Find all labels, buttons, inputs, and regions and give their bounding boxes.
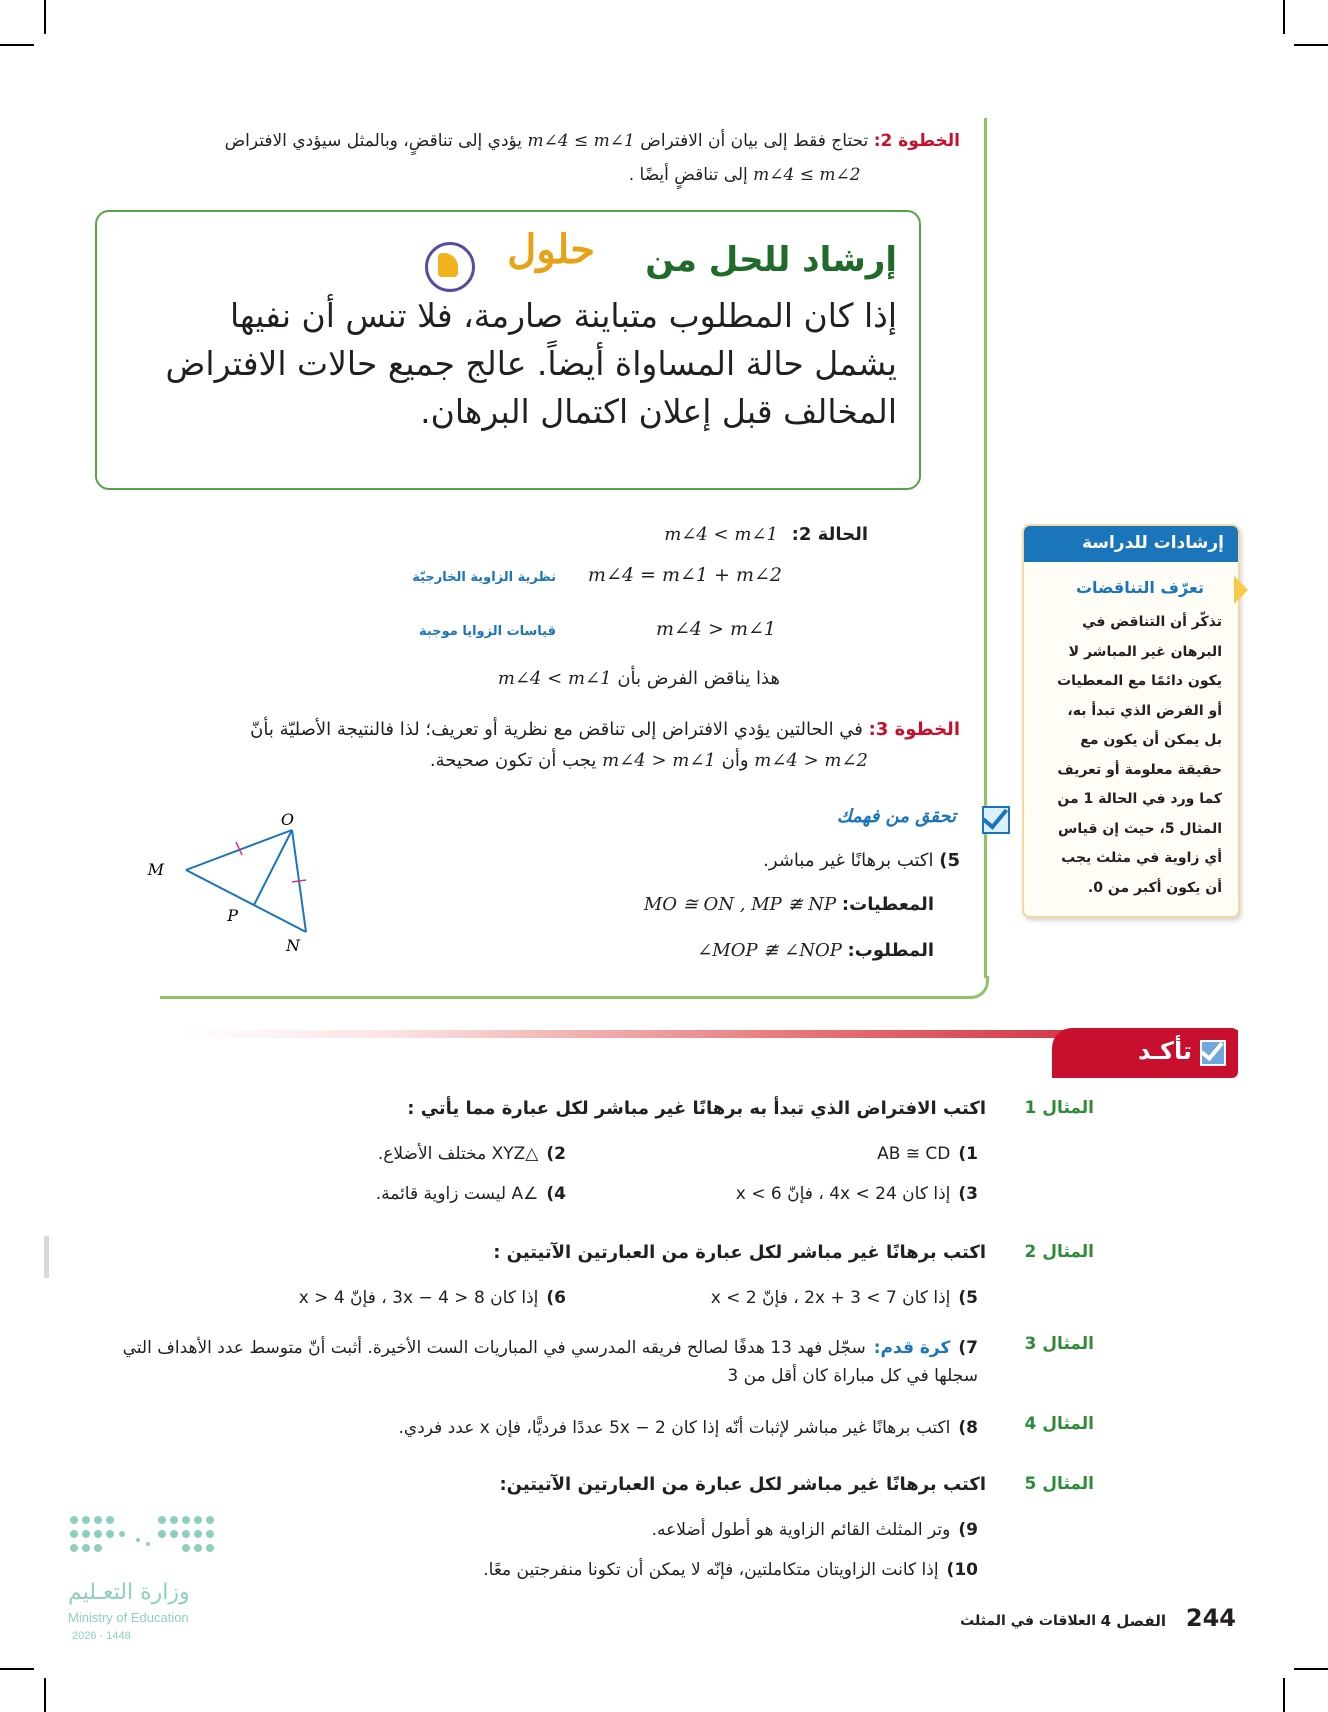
exercise-item (166, 1284, 566, 1312)
exercise-text: اكتب برهانًا غير مباشر لإثبات أنّه إذا كان 5x − 2 عددًا فرديًّا، فإن x عدد فردي. (398, 1418, 951, 1438)
step3-text-1: في الحالتين يؤدي الافتراض إلى تناقض مع نظرية أو تعريف؛ لذا فالنتيجة الأصليّة بأنّ (250, 719, 863, 740)
check-given-label: المعطيات: (841, 894, 934, 915)
ministry-name-en: Ministry of Education (68, 1610, 189, 1625)
crop-mark (1283, 1678, 1285, 1712)
example-label: المثال 5 (1024, 1474, 1094, 1494)
step3-text-2: يجب أن تكون صحيحة. (429, 750, 597, 771)
exercise-text: ∠A ليست زاوية قائمة. (375, 1184, 539, 1204)
study-tip-line: بل يمكن أن يكون مع (1080, 732, 1222, 748)
study-tip-line: كما ورد في الحالة 1 من (1057, 791, 1222, 807)
crop-mark (44, 1678, 46, 1712)
step2-math-1: m∠4 ≤ m∠1 (527, 131, 635, 151)
confirm-checkbox-icon (1200, 1040, 1226, 1066)
case2-contra-text: هذا يناقض الفرض بأن (617, 668, 780, 689)
case2-equation-1: m∠4 = m∠1 + m∠2 (587, 564, 782, 586)
case2-label: الحالة 2: (791, 524, 868, 545)
exercise-item (578, 1284, 978, 1312)
check-prove-math: ∠MOP ≇ ∠NOP (697, 940, 842, 961)
study-tips-box (1022, 524, 1240, 918)
study-tip-line: المثال 5، حيث إن قياس (1058, 820, 1222, 837)
exercise-text: AB ≅ CD (877, 1144, 951, 1164)
example-label: المثال 4 (1024, 1414, 1094, 1434)
section-bottom-line (160, 976, 989, 999)
pointer-icon (1234, 576, 1248, 604)
crop-mark (44, 0, 46, 34)
case2-reason-1: نظرية الزاوية الخارجيّة (412, 570, 556, 585)
confirm-tab (1052, 1028, 1238, 1078)
check-title: تحقق من فهمك (836, 806, 956, 827)
study-tips-body (1032, 608, 1222, 903)
study-tips-title: إرشادات للدراسة (1081, 533, 1224, 553)
example-label: المثال 1 (1024, 1098, 1094, 1118)
step3-line2 (430, 750, 868, 771)
exercise-number: 4) (546, 1184, 566, 1204)
label-m: M (147, 860, 164, 879)
exercise-number: 1) (958, 1144, 978, 1164)
exercise-text: △XYZ مختلف الأضلاع. (377, 1144, 539, 1164)
study-tip-line: أو الفرض الذي تبدأ به، (1067, 702, 1222, 719)
confirm-title: تأكـد (1137, 1037, 1192, 1065)
example-instruction: اكتب برهانًا غير مباشر لكل عبارة من العبارتين الآتيتين: (499, 1474, 986, 1495)
study-tip-line: يكون دائمًا مع المعطيات (1057, 673, 1222, 689)
check-question (763, 850, 960, 871)
check-q-num: 5) (939, 850, 960, 871)
exercise-item (166, 1140, 566, 1168)
exercise-item (578, 1140, 978, 1168)
exercise-number: 7) (958, 1338, 978, 1358)
step2-label: الخطوة 2: (873, 131, 960, 151)
check-prove (697, 940, 934, 961)
study-tip-line: البرهان غير المباشر لا (1068, 643, 1222, 660)
crop-mark (0, 44, 34, 46)
check-q-text: اكتب برهانًا غير مباشر. (763, 850, 934, 871)
section-divider-line (984, 118, 987, 978)
case2-reason-2: قياسات الزوايا موجبة (419, 624, 556, 639)
step3-paragraph (220, 716, 960, 745)
example-label: المثال 3 (1024, 1334, 1094, 1354)
exercise-text: إذا كان 2x + 3 < 7 ، فإنّ x < 2 (710, 1288, 951, 1308)
step2-text-a: تحتاج فقط إلى بيان أن الافتراض (640, 131, 869, 151)
example-instruction: اكتب الافتراض الذي تبدأ به برهانًا غير مباشر لكل عبارة مما يأتي : (407, 1098, 986, 1119)
case2-statement: m∠4 < m∠1 (664, 524, 778, 545)
page-number: 244 (1185, 1604, 1236, 1632)
exercise-item (98, 1556, 978, 1584)
exercise-number: 9) (958, 1520, 978, 1540)
case2-equation-2: m∠4 > m∠1 (655, 618, 776, 640)
triangle-figure (147, 805, 330, 955)
exercise-text: وتر المثلث القائم الزاوية هو أطول أضلاعه. (651, 1520, 951, 1540)
chapter-title: العلاقات في المثلث (960, 1613, 1096, 1629)
tip-title: إرشاد للحل من (645, 240, 897, 280)
case2-line (664, 524, 868, 545)
margin-mark (44, 1236, 49, 1278)
exercise-text: إذا كان 3x − 4 > 8 ، فإنّ x > 4 (298, 1288, 539, 1308)
exercise-number: 5) (958, 1288, 978, 1308)
exercise-item (98, 1516, 978, 1544)
case2-contra-math: m∠4 < m∠1 (497, 668, 612, 689)
step2-math-2: m∠4 ≤ m∠2 (753, 165, 861, 185)
exercise-text: إذا كانت الزاويتان متكاملتين، فإنّه لا يمكن أن تكونا منفرجتين معًا. (483, 1560, 939, 1580)
step3-label: الخطوة 3: (868, 719, 960, 740)
tick-mark (292, 880, 306, 882)
step3-math-1: m∠4 > m∠2 (754, 750, 868, 771)
example-instruction: اكتب برهانًا غير مباشر لكل عبارة من العبارتين الآتيتين : (493, 1242, 986, 1263)
example-label: المثال 2 (1024, 1242, 1094, 1262)
study-tip-line: أن يكون أكبر من 0. (1087, 879, 1222, 896)
study-tip-line: حقيقة معلومة أو تعريف (1057, 761, 1222, 778)
label-o: O (280, 810, 294, 829)
exercise-topic: كرة قدم: (873, 1338, 951, 1358)
study-tips-header (1024, 526, 1238, 562)
crop-mark (1294, 44, 1328, 46)
brand-logo-icon (425, 242, 475, 292)
check-prove-label: المطلوب: (847, 940, 934, 961)
step2-text-c: إلى تناقضٍ أيضًا . (628, 165, 748, 185)
step3-math-2: m∠4 > m∠1 (602, 750, 716, 771)
step2-text-b: يؤدي إلى تناقضٍ، وبالمثل سيؤدي الافتراض (224, 131, 523, 151)
case2-contradiction (498, 668, 780, 689)
ministry-name-ar: وزارة التعـليم (68, 1580, 190, 1605)
ministry-logo-icon (62, 1510, 222, 1570)
tip-body: إذا كان المطلوب متباينة صارمة، فلا تنس أن نفيها يشمل حالة المساواة أيضاً. عالج جميع حالات الافتراض المخالف قبل إعلان اكتمال البرهان. (165, 296, 897, 431)
checkbox-icon (982, 806, 1010, 834)
step2-line2 (160, 162, 960, 189)
label-n: N (286, 936, 300, 955)
exercise-number: 10) (946, 1560, 978, 1580)
check-given-math: MO ≅ ON , MP ≇ NP (643, 894, 837, 915)
exercise-number: 8) (958, 1418, 978, 1438)
step3-and: وأن (721, 750, 749, 771)
exercise-text: سجّل فهد 13 هدفًا لصالح فريقه المدرسي في المباريات الست الأخيرة. أثبت أنّ متوسط عدد الأهداف التي سجلها في كل مباراة كان أقل من 3 (122, 1338, 978, 1387)
label-p: P (227, 906, 238, 925)
chapter-label: الفصل 4 (1100, 1612, 1166, 1630)
step2-paragraph (160, 128, 960, 155)
exercise-item (166, 1180, 566, 1208)
study-tip-line: أي زاوية في مثلث يجب (1061, 850, 1222, 866)
exercise-number: 2) (546, 1144, 566, 1164)
exercise-number: 3) (958, 1184, 978, 1204)
study-tips-subtitle: تعرّف التناقضات (1075, 578, 1204, 597)
ministry-logo-dots (62, 1510, 222, 1570)
check-given (644, 894, 934, 915)
exercise-item (98, 1334, 978, 1390)
brand-logo-text: حلول (507, 226, 595, 273)
segment-mn (186, 870, 306, 932)
crop-mark (1294, 1668, 1328, 1670)
ministry-years: 2026 - 1448 (72, 1630, 131, 1642)
exercise-text: إذا كان 4x < 24 ، فإنّ x < 6 (735, 1184, 951, 1204)
exercise-number: 6) (546, 1288, 566, 1308)
tip-box (95, 210, 921, 490)
exercise-item (578, 1180, 978, 1208)
study-tip-line: تذكّر أن التناقض في (1082, 614, 1222, 630)
exercise-item (98, 1414, 978, 1442)
crop-mark (0, 1668, 34, 1670)
crop-mark (1283, 0, 1285, 34)
